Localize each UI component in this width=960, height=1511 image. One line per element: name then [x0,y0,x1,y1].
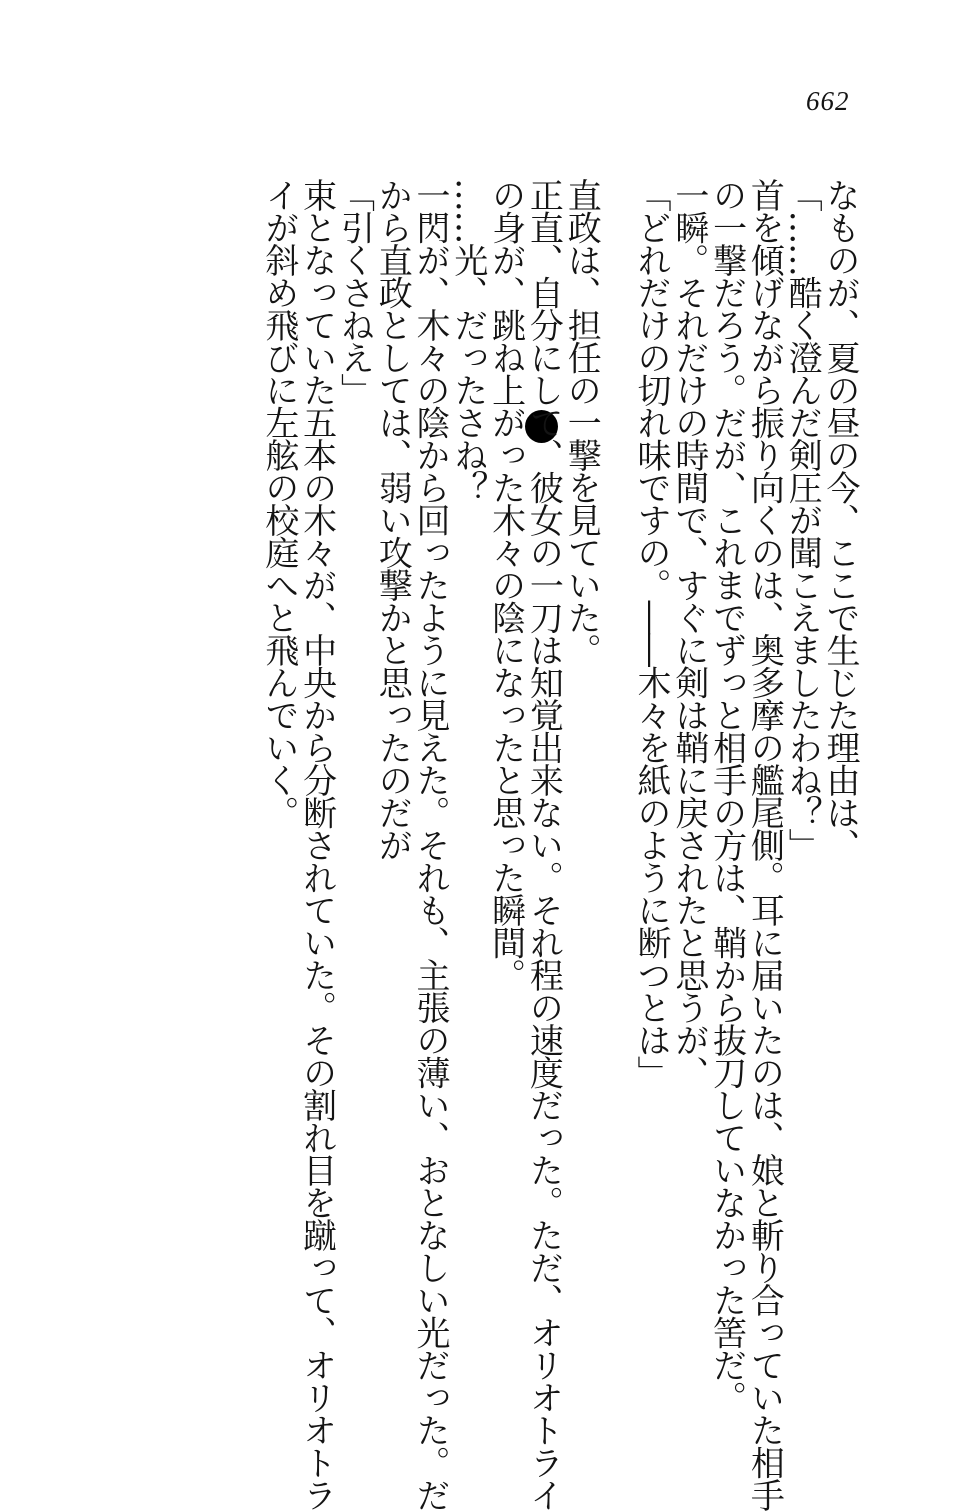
text-line: ……光、だったさね？ [447,178,488,503]
text-line: なものが、夏の昼の今、ここで生じた理由は、 [820,178,860,861]
text-line: 一閃が、木々の陰から回ったように見えた。それも、主張の薄い、おとなしい光だった。だ [410,178,451,1511]
text-line: 正直、自分にして、彼女の一刀は知覚出来ない。それ程の速度だった。ただ、オリオトライ [523,178,564,1511]
text-line: 束となっていた五本の木々が、中央から分断されていた。その割れ目を蹴って、オリオトラ [296,178,337,1511]
text-line: 直政は、担任の一撃を見ていた。 [561,178,602,666]
text-line: 「引くさねえ」 [334,178,375,406]
text-line: の一撃だろう。だが、これまでずっと相手の方は、鞘から抜刀していなかった筈だ。 [706,178,747,1413]
text-line: から直政としては、弱い攻撃かと思ったのだが [372,178,413,861]
page-number: 662 [806,86,850,116]
text-line: 首を傾げながら振り向くのは、奥多摩の艦尾側。耳に届いたのは、娘と斬り合っていた相手 [744,178,785,1511]
text-line: 「どれだけの切れ味ですの。――木々を紙のように断つとは」 [631,178,672,1088]
section-gap [599,178,631,1298]
body-text [258,178,860,1511]
text-line: の身が、跳ね上がった木々の陰になったと思った瞬間。 [485,178,526,991]
text-line: 一瞬。それだけの時間で、すぐに剣は鞘に戻されたと思うが、 [668,178,709,1088]
text-line: 「……酷く澄んだ剣圧が聞こえましたわね？」 [782,178,823,861]
text-line: イが斜め飛びに左舷の校庭へと飛んでいく。 [258,178,299,828]
